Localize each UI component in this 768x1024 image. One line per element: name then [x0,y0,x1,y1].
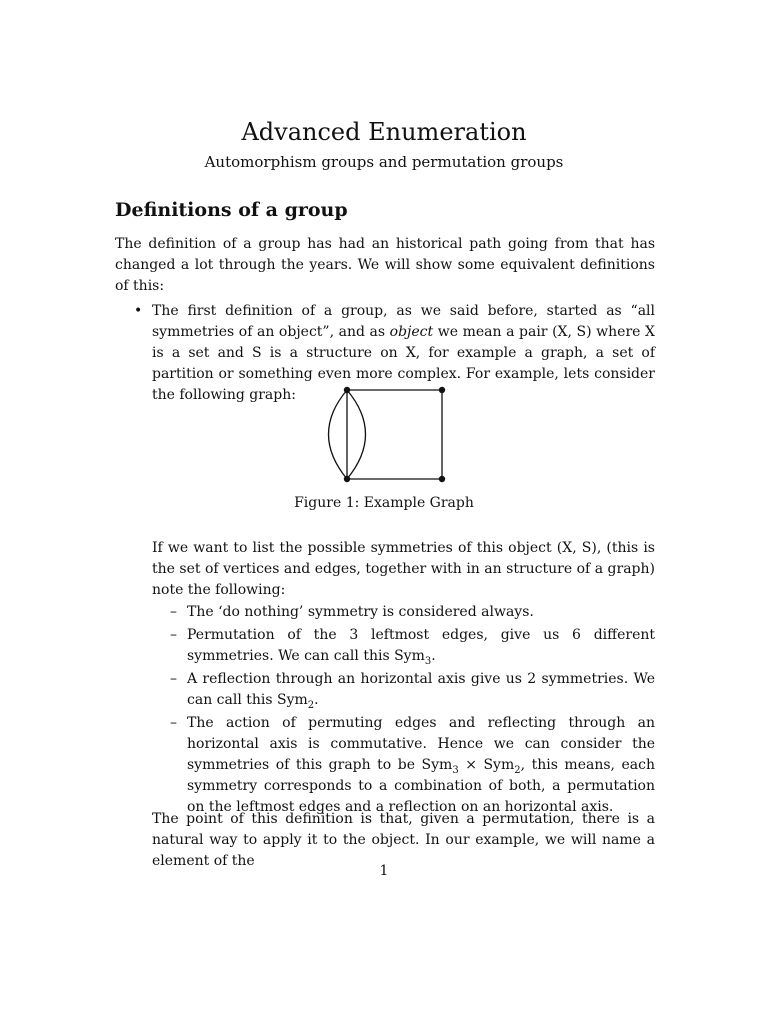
list-item [170,669,655,711]
list-item-text: A reflection through an horizontal axis give us 2 symmetries. We can call this Sym [187,671,655,708]
bullet-text-emphasis: object [389,324,434,340]
page-number: 1 [379,863,389,879]
list-item [170,602,655,623]
subscript: 3 [452,764,459,776]
graph-edge-left-outer-arc [329,390,348,479]
list-item-text: The action of permuting edges and reflecting through an horizontal axis is commutative. Hence we can consider the symmetries of this graph to be Sym [187,715,655,773]
section-heading: Definitions of a group [115,199,348,221]
document-title: Advanced Enumeration [241,118,527,146]
subscript: 3 [424,655,432,667]
list-item [170,713,655,818]
list-item-text: The ‘do nothing’ symmetry is considered always. [187,604,534,620]
subscript: 2 [514,764,521,776]
symmetry-list [170,602,655,820]
list-item-text-end: . [431,648,436,664]
subscript: 2 [307,699,315,711]
graph-vertex-top-left [344,387,350,393]
dash-marker: – [170,715,177,731]
graph-vertex-bottom-right [439,476,445,482]
list-item [170,625,655,667]
graph-vertex-bottom-left [344,476,350,482]
list-item-text-end: . [314,692,319,708]
list-item-text-mid: × Sym [458,757,515,773]
paragraph-symmetries: If we want to list the possible symmetries of this object (X, S), (this is the set of vertices and edges, together with in an structure of a graph) note the following: [152,540,655,598]
dash-marker: – [170,604,177,620]
graph-vertex-top-right [439,387,445,393]
example-graph-figure [318,382,458,487]
figure-caption: Figure 1: Example Graph [294,495,474,511]
intro-paragraph: The definition of a group has had an historical path going from that has changed a lot through the years. We will show some equivalent definitions of this: [115,236,655,294]
bullet-text-part1: The first definition of a group, as we said before, started as “all symmetries of an object”, and as [152,303,655,340]
list-item-text-end: , this means, each symmetry corresponds to a combination of both, a permutation on the leftmost edges and a reflection on an horizontal axis. [187,757,655,815]
document-subtitle: Automorphism groups and permutation groups [204,153,564,171]
bullet-marker: • [134,303,143,319]
graph-edge-left-inner-arc [347,390,366,479]
paragraph-definition-point: The point of this definition is that, given a permutation, there is a natural way to apply it to the object. In our example, we will name a element of the [152,811,655,869]
bullet-text-part2: we mean a pair (X, S) where X is a set and S is a structure on X, for example a graph, a set of partition or something even more complex. For example, lets consider the following graph: [152,324,655,403]
dash-marker: – [170,627,177,643]
list-item-text: Permutation of the 3 leftmost edges, give us 6 different symmetries. We can call this Sym [187,627,655,664]
dash-marker: – [170,671,177,687]
